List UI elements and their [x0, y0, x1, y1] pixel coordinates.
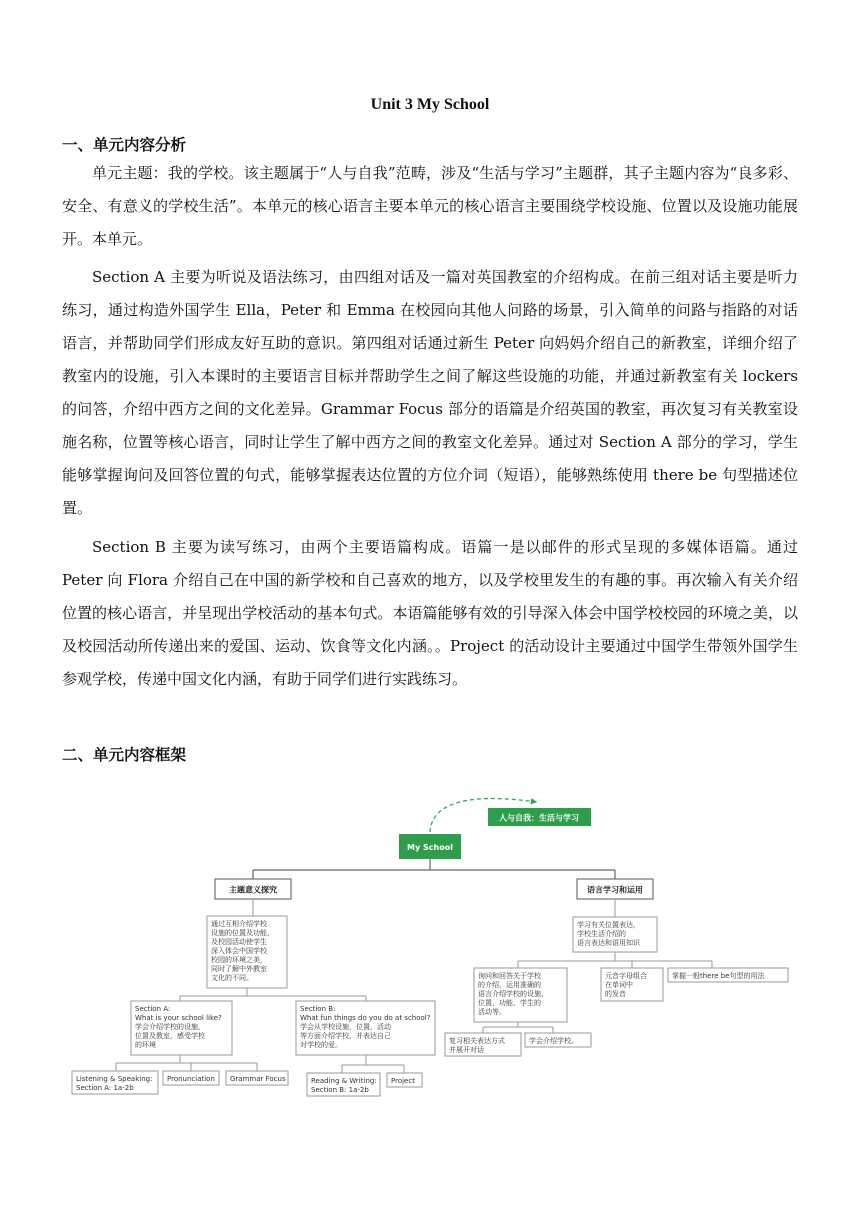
leaf-grammar-focus [226, 1071, 288, 1085]
svg-text:学校生活介绍的: 学校生活介绍的 [577, 930, 626, 938]
language-description-box [573, 917, 657, 952]
svg-text:Section A:: Section A: [135, 1005, 171, 1013]
leaf-pronunciation [163, 1071, 219, 1085]
svg-text:学会介绍学校。: 学会介绍学校。 [529, 1037, 578, 1045]
paragraph-unit-theme: 单元主题：我的学校。该主题属于“人与自我”范畴，涉及“生活与学习”主题群，其子主题内容为“良多彩、安全、有意义的学校生活”。本单元的核心语言主要本单元的核心语言主要围绕学校设施、位置以及设施功能展开。本单元。 [62, 164, 798, 248]
branch-language-learning [577, 879, 653, 899]
language-child-vowels [601, 968, 663, 1001]
svg-text:通过互相介绍学校: 通过互相介绍学校 [211, 920, 267, 928]
svg-text:Section B:: Section B: [300, 1005, 336, 1013]
svg-text:Section B: 1a-2b: Section B: 1a-2b [311, 1086, 369, 1094]
svg-text:的发音: 的发音 [605, 990, 626, 998]
svg-text:What fun things do you do at s: What fun things do you do at school? [300, 1014, 431, 1022]
branch-theme-exploration [215, 879, 291, 899]
section-b-box [296, 1001, 435, 1055]
svg-text:询问和回答关于学校: 询问和回答关于学校 [478, 972, 541, 980]
mindmap-tag [488, 808, 591, 826]
leaf-introduce-school [525, 1033, 591, 1047]
svg-text:文化的不同。: 文化的不同。 [211, 974, 253, 982]
mindmap-root [399, 834, 461, 859]
svg-text:Section A: 1a-2b: Section A: 1a-2b [76, 1084, 134, 1092]
svg-text:及校园活动使学生: 及校园活动使学生 [211, 938, 267, 946]
svg-text:Listening & Speaking:: Listening & Speaking: [76, 1075, 153, 1083]
section-heading-analysis: 一、单元内容分析 [62, 136, 187, 154]
paragraph-section-a: Section A 主要为听说及语法练习，由四组对话及一篇对英国教室的介绍构成。在前三组对话主要是听力练习，通过构造外国学生 Ella，Peter 和 Emma 在校园向其他人问路的场景，引入简单的问路与指路的对话语言，并帮助同学们形成友好互助的意识。第四组对话通过新生 Peter 向妈妈介绍自己的新教室，详细介绍了教室内的设施，引入本课时的主要语言目标并帮助学生之间了解这些设施的功能，并通过新教室有关 lockers 的问答，介绍中西方之间的文化差异。Grammar Focus 部分的语篇是介绍英国的教室，再次复习有关教室设施名称，位置等核心语言，同时让学生了解中西方之间的教室文化差异。通过对 Section A 部分的学习，学生能够掌握询问及回答位置的句式，能够掌握表达位置的方位介词（短语），能够熟练使用 there be 句型描述位置。 [62, 268, 798, 517]
svg-text:等方面介绍学校，并表达自己: 等方面介绍学校，并表达自己 [300, 1032, 391, 1040]
svg-text:并展开对话: 并展开对话 [449, 1046, 484, 1054]
unit-mindmap [0, 780, 860, 1110]
svg-text:Pronunciation: Pronunciation [167, 1075, 215, 1083]
svg-text:掌握一般there be句型的用法: 掌握一般there be句型的用法 [672, 972, 765, 980]
svg-text:位置、功能、学生的: 位置、功能、学生的 [478, 999, 541, 1007]
svg-text:活动等。: 活动等。 [478, 1008, 506, 1016]
svg-text:深入体会中国学校: 深入体会中国学校 [211, 947, 267, 955]
svg-text:What is your school like?: What is your school like? [135, 1014, 222, 1022]
svg-text:主题意义探究: 主题意义探究 [229, 885, 277, 895]
svg-text:学会从学校设施，位置，活动: 学会从学校设施，位置，活动 [300, 1023, 391, 1031]
svg-text:同时了解中外教室: 同时了解中外教室 [211, 965, 267, 973]
paragraph-section-b: Section B 主要为读写练习，由两个主要语篇构成。语篇一是以邮件的形式呈现的多媒体语篇。通过 Peter 向 Flora 介绍自己在中国的新学校和自己喜欢的地方，以及学校里发生的有趣的事。再次输入有关介绍位置的核心语言，并呈现出学校活动的基本句式。本语篇能够有效的引导深入体会中国学校校园的环境之美，以及校园活动所传递出来的爱国、运动、饮食等文化内涵。。Project 的活动设计主要通过中国学生带领外国学生参观学校，传递中国文化内涵，有助于同学们进行实践练习。 [62, 538, 798, 688]
svg-text:Grammar Focus: Grammar Focus [230, 1075, 286, 1083]
leaf-project [387, 1073, 422, 1087]
svg-text:学习有关位置表达，: 学习有关位置表达， [577, 921, 640, 929]
leaf-listening-speaking [72, 1071, 158, 1094]
svg-text:Reading & Writing:: Reading & Writing: [311, 1077, 377, 1085]
svg-text:元音字母组合: 元音字母组合 [605, 972, 647, 980]
svg-text:Project: Project [391, 1077, 415, 1085]
theme-description-box [207, 916, 287, 988]
leaf-reading-writing [307, 1073, 380, 1096]
svg-text:位置及教室，感受学校: 位置及教室，感受学校 [135, 1032, 205, 1040]
language-child-there-be [668, 968, 788, 982]
section-a-box [131, 1001, 232, 1055]
svg-text:学会介绍学校的设施，: 学会介绍学校的设施， [135, 1023, 205, 1031]
svg-text:语言学习和运用: 语言学习和运用 [587, 885, 643, 895]
document-title: Unit 3 My School [370, 96, 490, 113]
svg-text:在单词中: 在单词中 [605, 981, 633, 989]
svg-text:校园的环境之美，: 校园的环境之美， [211, 956, 267, 964]
svg-text:对学校的爱。: 对学校的爱。 [300, 1041, 342, 1049]
language-child-ask-answer [474, 968, 567, 1022]
section-heading-framework: 二、单元内容框架 [62, 746, 187, 764]
svg-text:语言表达和语用知识: 语言表达和语用知识 [577, 939, 640, 947]
svg-text:语言介绍学校的设施、: 语言介绍学校的设施、 [478, 990, 548, 998]
svg-text:人与自我：生活与学习: 人与自我：生活与学习 [499, 813, 579, 823]
svg-text:的环境: 的环境 [135, 1041, 156, 1049]
svg-text:设施的位置及功能，: 设施的位置及功能， [211, 929, 274, 937]
svg-text:My School: My School [407, 843, 453, 852]
leaf-review-dialogue [445, 1033, 521, 1056]
svg-text:复习相关表达方式: 复习相关表达方式 [449, 1037, 505, 1045]
svg-text:的介绍，运用准确的: 的介绍，运用准确的 [478, 981, 541, 989]
